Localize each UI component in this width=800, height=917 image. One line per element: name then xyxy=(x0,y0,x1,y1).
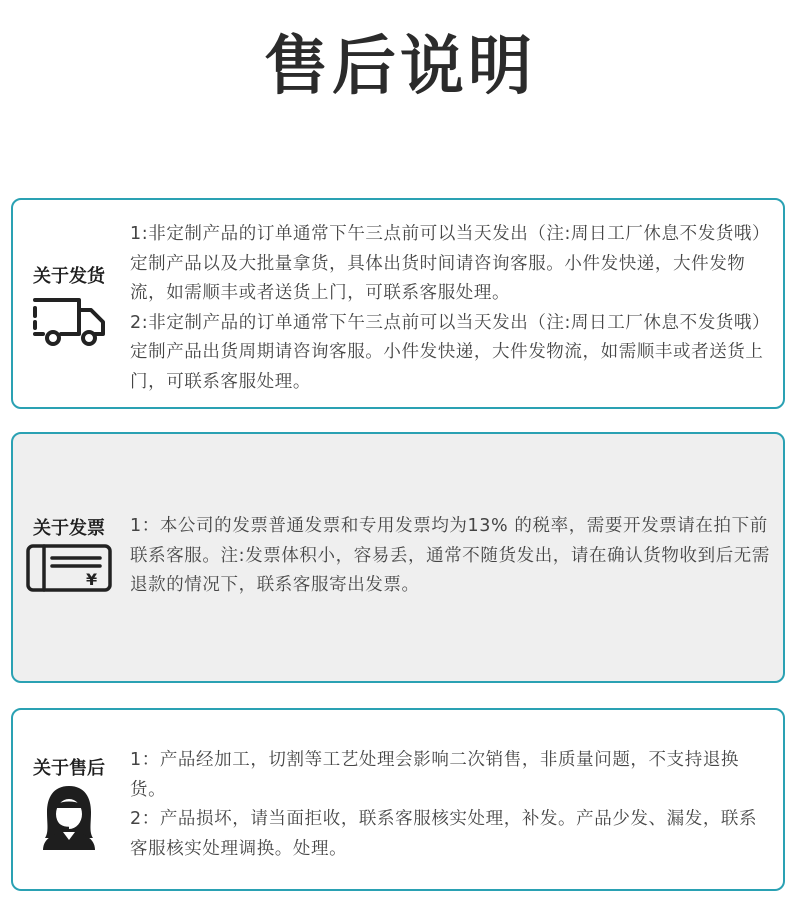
shipping-card-side xyxy=(13,200,125,407)
invoice-label: 关于发票 xyxy=(33,518,105,539)
after-sales-paragraph-1: 1：产品经加工，切割等工艺处理会影响二次销售，非质量问题，不支持退换货。 xyxy=(130,750,740,800)
customer-service-agent-icon xyxy=(39,782,99,850)
invoice-card xyxy=(11,432,785,683)
after-sales-text xyxy=(130,746,773,864)
after-sales-card xyxy=(11,708,785,891)
invoice-card-icon xyxy=(26,544,112,592)
invoice-card-side xyxy=(13,434,125,681)
yen-symbol: ¥ xyxy=(86,570,98,589)
after-sales-card-side xyxy=(13,710,125,889)
invoice-paragraph-1: 1：本公司的发票普通发票和专用发票均为13% 的税率，需要开发票请在拍下前联系客服。注:发票体积小，容易丢，通常不随货发出，请在确认货物收到后无需退款的情况下，联系客服寄出发票。 xyxy=(130,516,770,595)
shipping-paragraph-2: 2:非定制产品的订单通常下午三点前可以当天发出（注:周日工厂休息不发货哦）定制产品出货周期请咨询客服。小件发快递，大件发物流，如需顺丰或者送货上门，可联系客服处理。 xyxy=(130,312,771,392)
delivery-truck-icon xyxy=(31,294,111,350)
invoice-text xyxy=(130,512,773,601)
shipping-label: 关于发货 xyxy=(33,266,105,287)
shipping-paragraph-1: 1:非定制产品的订单通常下午三点前可以当天发出（注:周日工厂休息不发货哦）定制产品以及大批量拿货，具体出货时间请咨询客服。小件发快递，大件发物流，如需顺丰或者送货上门，可联系客服处理。 xyxy=(130,224,771,303)
after-sales-label: 关于售后 xyxy=(33,758,105,779)
shipping-text xyxy=(130,220,773,397)
after-sales-paragraph-2: 2：产品损坏，请当面拒收，联系客服核实处理，补发。产品少发、漏发，联系客服核实处理调换。处理。 xyxy=(130,809,758,859)
shipping-card xyxy=(11,198,785,409)
page-title: 售后说明 xyxy=(264,30,536,104)
